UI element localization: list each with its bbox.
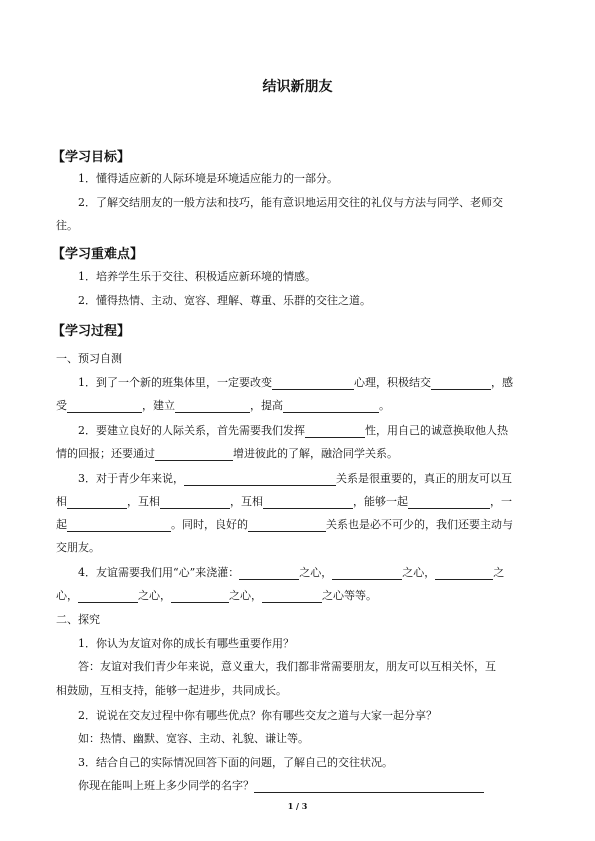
answer-blank[interactable]	[262, 590, 322, 603]
goal-item-2: 2．了解交结朋友的一般方法和技巧，能有意识地运用交往的礼仪与方法与同学、老师交	[78, 196, 503, 209]
goal-item-1: 1．懂得适应新的人际环境是环境适应能力的一部分。	[78, 172, 338, 185]
answer-blank[interactable]	[239, 567, 299, 580]
answer-blank[interactable]	[332, 567, 402, 580]
explore-q1: 1．你认为友谊对你的成长有哪些重要作用？	[78, 637, 294, 650]
answer-blank[interactable]	[160, 496, 230, 509]
preview-q2-line2: 情的回报；还要通过 增进彼此的了解，融洽同学关系。	[56, 447, 398, 460]
answer-blank[interactable]	[67, 400, 142, 413]
preview-label: 一、预习自测	[56, 352, 122, 365]
preview-q3-line1: 3．对于青少年来说， 关系是很重要的，真正的朋友可以互	[78, 472, 512, 485]
preview-q1-line1: 1．到了一个新的班集体里，一定要改变 心理，积极结交 ，感	[78, 376, 513, 389]
preview-q3-line4: 交朋友。	[56, 541, 100, 554]
answer-blank[interactable]	[272, 377, 354, 390]
answer-blank[interactable]	[184, 473, 336, 486]
answer-blank[interactable]	[67, 519, 171, 532]
preview-q4-line2: 心， 之心， 之心， 之心等等。	[56, 589, 377, 602]
key-points-heading: 【学习重难点】	[52, 247, 144, 262]
answer-blank[interactable]	[248, 519, 326, 532]
page-title: 结识新朋友	[262, 79, 333, 95]
explore-a1-line2: 相鼓励，互相支持，能够一起进步，共同成长。	[56, 684, 287, 697]
answer-blank[interactable]	[175, 400, 250, 413]
preview-q1-line2: 受 ，建立 ，提高 。	[56, 399, 390, 412]
explore-q3-sub: 你现在能叫上班上多少同学的名字？	[78, 779, 543, 793]
answer-blank[interactable]	[171, 590, 229, 603]
answer-blank[interactable]	[305, 425, 365, 438]
page-number: 1 / 3	[287, 801, 308, 811]
key-point-item-1: 1．培养学生乐于交往、积极适应新环境的情感。	[78, 270, 316, 283]
goal-item-2-cont: 往。	[56, 219, 78, 232]
answer-blank[interactable]	[435, 567, 493, 580]
preview-q2-line1: 2．要建立良好的人际关系，首先需要我们发挥 性，用自己的诚意换取他人热	[78, 424, 508, 437]
explore-a1-line1: 答：友谊对我们青少年来说，意义重大，我们都非常需要朋友，朋友可以互相关怀，互	[78, 660, 496, 673]
answer-blank[interactable]	[283, 400, 379, 413]
answer-blank[interactable]	[263, 496, 353, 509]
answer-blank[interactable]	[431, 377, 491, 390]
explore-q2: 2．说说在交友过程中你有哪些优点？你有哪些交友之道与大家一起分享？	[78, 709, 437, 722]
explore-q3: 3．结合自己的实际情况回答下面的问题，了解自己的交往状况。	[78, 756, 393, 769]
answer-blank[interactable]	[67, 496, 127, 509]
answer-blank[interactable]	[155, 448, 233, 461]
goals-heading: 【学习目标】	[52, 150, 131, 165]
preview-q3-line3: 起 。同时，良好的 关系也是必不可少的，我们还要主动与	[56, 518, 513, 531]
preview-q4-line1: 4．友谊需要我们用“心”来浇灌： 之心， 之心， 之	[78, 566, 505, 579]
answer-blank[interactable]	[408, 496, 490, 509]
key-point-item-2: 2．懂得热情、主动、宽容、理解、尊重、乐群的交往之道。	[78, 294, 371, 307]
explore-label: 二、探究	[56, 613, 100, 626]
explore-a2: 如：热情、幽默、宽容、主动、礼貌、谦让等。	[78, 732, 309, 745]
answer-blank[interactable]	[78, 590, 138, 603]
preview-q3-line2: 相 ，互相 ，互相 ，能够一起 ，一	[56, 495, 512, 508]
process-heading: 【学习过程】	[52, 324, 131, 339]
answer-blank[interactable]	[254, 780, 484, 793]
